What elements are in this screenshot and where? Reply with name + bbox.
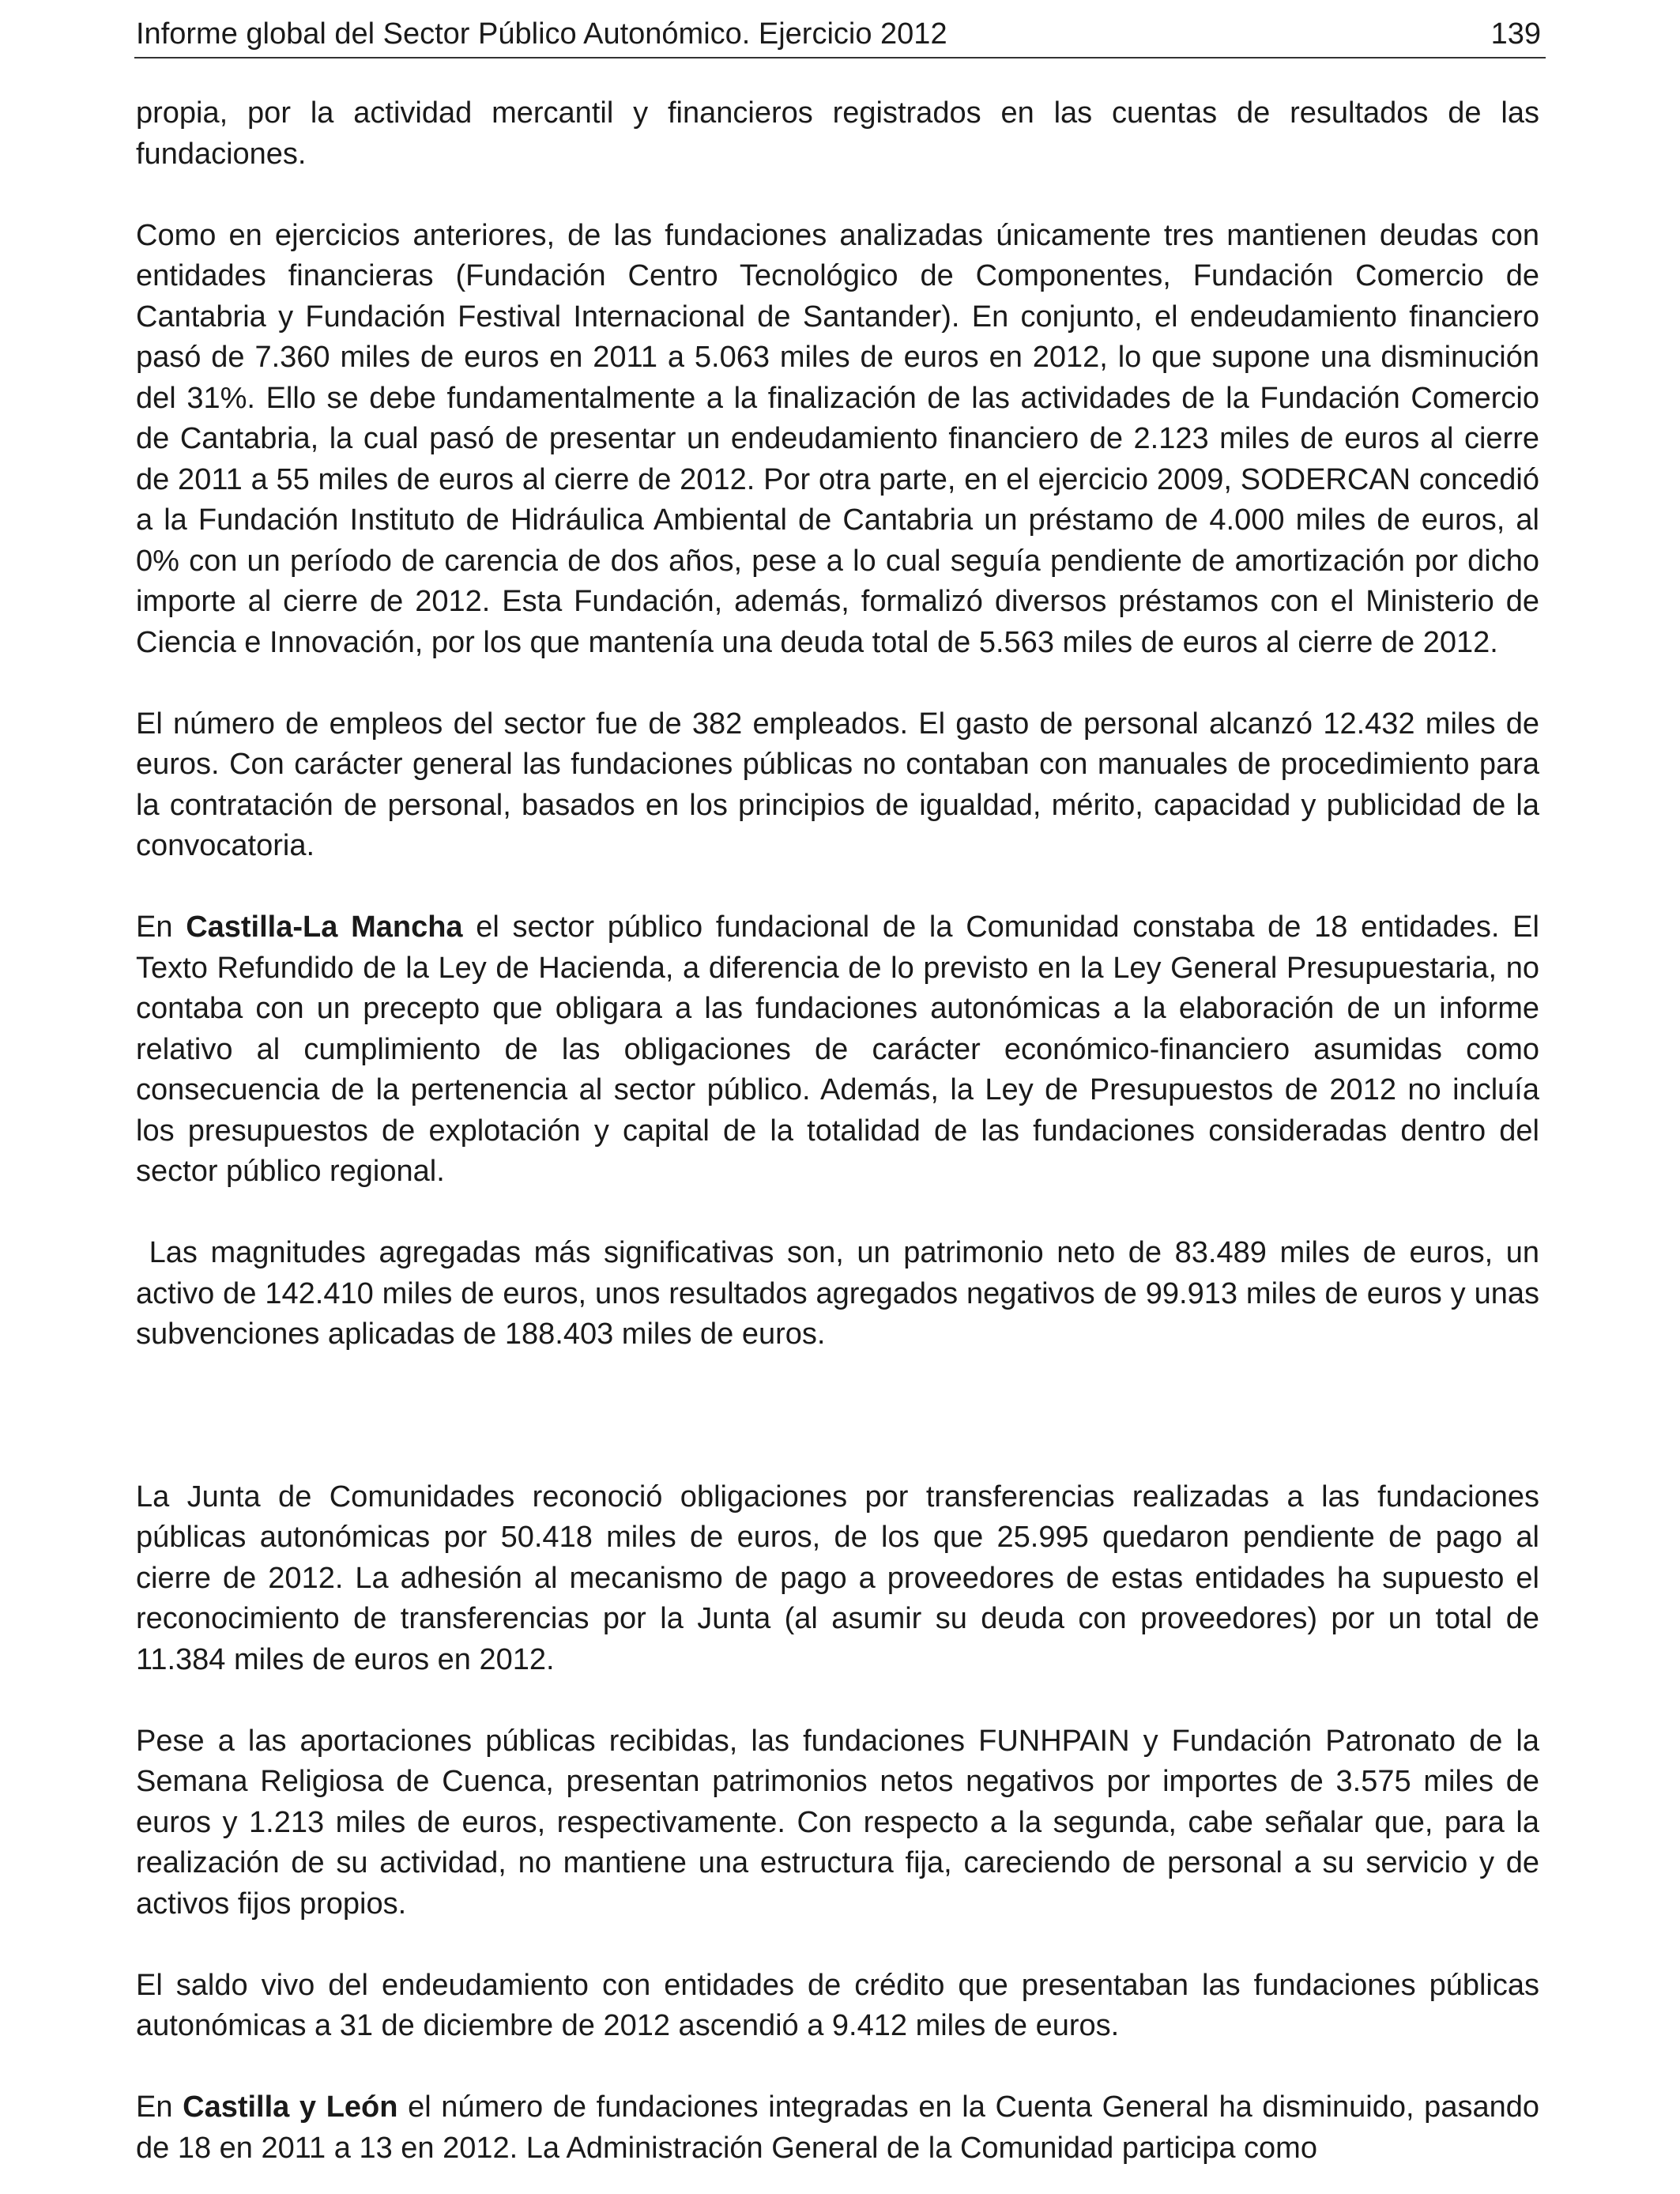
paragraph-text: Como en ejercicios anteriores, de las fundaciones analizadas únicamente tres mantienen deudas con entidades financieras (Fundación Centro Tecnológico de Componentes, Fundación Comercio de Cantabria y Fundación Festival Internacional de Santander). En conjunto, el endeudamiento financiero pasó de 7.360 miles de euros en 2011 a 5.063 miles de euros en 2012, lo que supone una disminución del 31%. Ello se debe fundamentalmente a la finalización de las actividades de la Fundación Comercio de Cantabria, la cual pasó de presentar un endeudamiento financiero de 2.123 miles de euros al cierre de 2011 a 55 miles de euros al cierre de 2012. Por otra parte, en el ejercicio 2009, SODERCAN concedió a la Fundación Instituto de Hidráulica Ambiental de Cantabria un préstamo de 4.000 miles de euros, al 0% con un período de carencia de dos años, pese a lo cual seguía pendiente de amortización por dicho importe al cierre de 2012. Esta Fundación, además, formalizó diversos préstamos con el Ministerio de Ciencia e Innovación, por los que mantenía una deuda total de 5.563 miles de euros al cierre de 2012. bbox=[136, 218, 1539, 659]
page-number: 139 bbox=[1490, 17, 1541, 51]
region-name-castilla-la-mancha: Castilla-La Mancha bbox=[186, 910, 463, 944]
paragraph-text: El número de empleos del sector fue de 382 empleados. El gasto de personal alcanzó 12.432 miles de euros. Con carácter general las fundaciones públicas no contaban con manuales de procedimiento para la contratación de personal, basados en los principios de igualdad, mérito, capacidad y publicidad de la convocatoria. bbox=[136, 707, 1539, 862]
paragraph bbox=[136, 907, 1539, 1193]
paragraph-text: Pese a las aportaciones públicas recibidas, las fundaciones FUNHPAIN y Fundación Patronato de la Semana Religiosa de Cuenca, presentan patrimonios netos negativos por importes de 3.575 miles de euros y 1.213 miles de euros, respectivamente. Con respecto a la segunda, cabe señalar que, para la realización de su actividad, no mantiene una estructura fija, careciendo de personal a su servicio y de activos fijos propios. bbox=[136, 1724, 1539, 1921]
header-title: Informe global del Sector Público Autonómico. Ejercicio 2012 bbox=[136, 17, 947, 51]
document-page bbox=[134, 0, 1546, 2194]
paragraph bbox=[136, 2087, 1539, 2169]
paragraph-text: El saldo vivo del endeudamiento con entidades de crédito que presentaban las fundaciones públicas autonómicas a 31 de diciembre de 2012 ascendió a 9.412 miles de euros. bbox=[136, 1968, 1539, 2042]
paragraph bbox=[136, 704, 1539, 867]
paragraph bbox=[136, 1721, 1539, 1925]
paragraph bbox=[136, 1966, 1539, 2047]
paragraph-text: el número de fundaciones integradas en la Cuenta General ha disminuido, pasando de 18 en 2011 a 13 en 2012. La Administración General de la Comunidad participa como bbox=[136, 2090, 1539, 2165]
paragraph bbox=[136, 93, 1539, 175]
paragraph bbox=[136, 1233, 1548, 1355]
paragraph-text: La Junta de Comunidades reconoció obligaciones por transferencias realizadas a las fundaciones públicas autonómicas por 50.418 miles de euros, de los que 25.995 quedaron pendiente de pago al cierre de 2012. La adhesión al mecanismo de pago a proveedores de estas entidades ha supuesto el reconocimiento de transferencias por la Junta (al asumir su deuda con proveedores) por un total de 11.384 miles de euros en 2012. bbox=[136, 1480, 1539, 1676]
paragraph-text: propia, por la actividad mercantil y financieros registrados en las cuentas de resultados de las fundaciones. bbox=[136, 96, 1539, 171]
paragraph-prefix: En bbox=[136, 2090, 183, 2124]
paragraph-text: Las magnitudes agregadas más significativas son, un patrimonio neto de 83.489 miles de euros, un activo de 142.410 miles de euros, unos resultados agregados negativos de 99.913 miles de euros y unas subvenciones aplicadas de 188.403 miles de euros. bbox=[136, 1236, 1548, 1351]
paragraph-prefix: En bbox=[136, 910, 186, 944]
region-name-castilla-y-leon: Castilla y León bbox=[183, 2090, 398, 2124]
paragraph bbox=[136, 1477, 1539, 1681]
paragraph bbox=[136, 216, 1539, 664]
running-header bbox=[134, 11, 1546, 58]
paragraph-text: el sector público fundacional de la Comunidad constaba de 18 entidades. El Texto Refundido de la Ley de Hacienda, a diferencia de lo previsto en la Ley General Presupuestaria, no contaba con un precepto que obligara a las fundaciones autonómicas a la elaboración de un informe relativo al cumplimiento de las obligaciones de carácter económico-financiero asumidas como consecuencia de la pertenencia al sector público. Además, la Ley de Presupuestos de 2012 no incluía los presupuestos de explotación y capital de la totalidad de las fundaciones consideradas dentro del sector público regional. bbox=[136, 910, 1539, 1188]
document-body bbox=[136, 93, 1548, 2169]
